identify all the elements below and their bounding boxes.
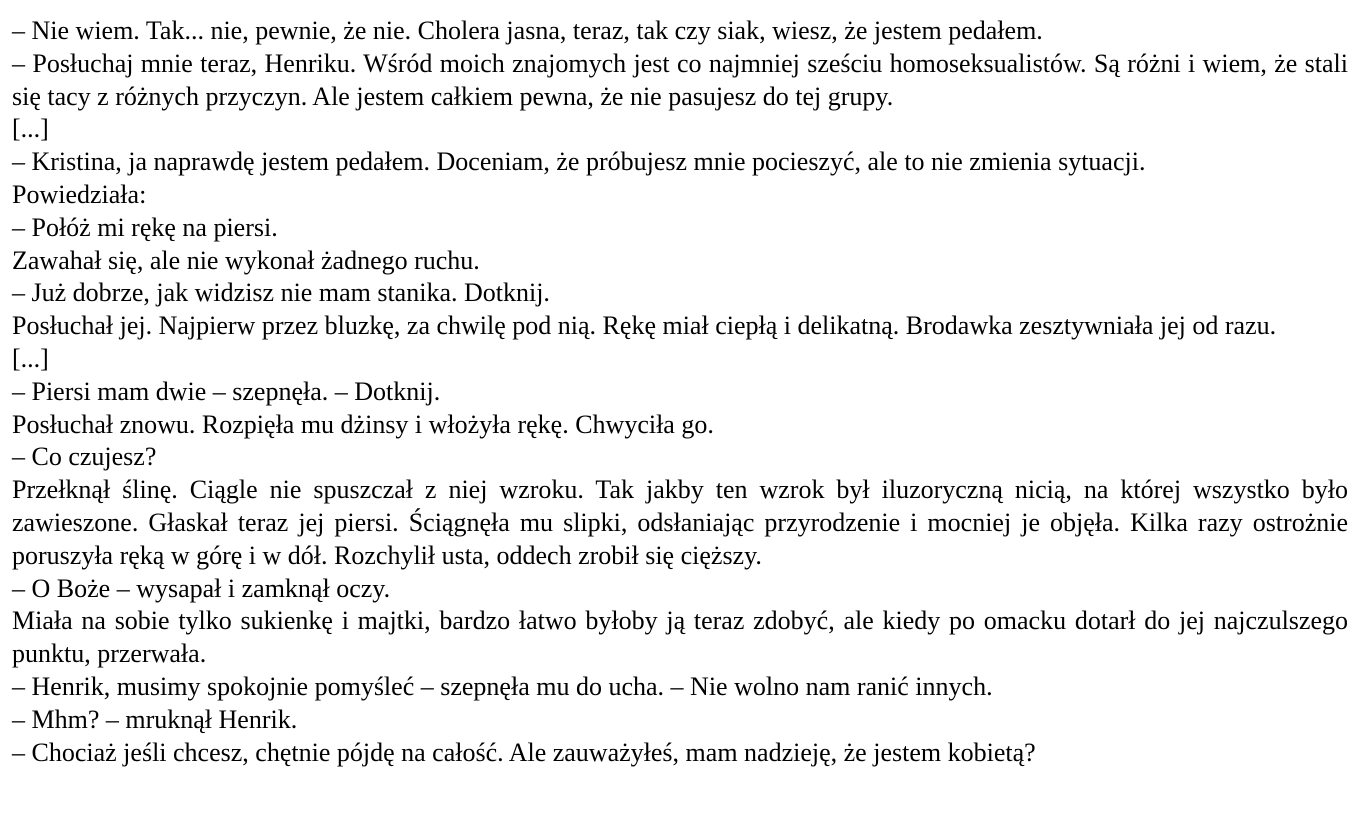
paragraph-10: Posłuchał znowu. Rozpięła mu dżinsy i włożyła rękę. Chwyciła go.	[12, 409, 714, 439]
paragraph-2: – Posłuchaj mnie teraz, Henriku. Wśród moich znajomych jest co najmniej sześciu homoseksualistów. Są różni i wiem, że stali się tacy z różnych przyczyn. Ale jestem całkiem pewna, że nie pasujesz do tej grupy.	[12, 48, 1348, 111]
paragraph-9: – Piersi mam dwie – szepnęła. – Dotknij.	[12, 376, 441, 406]
document-body	[12, 15, 1348, 769]
paragraph-1: – Nie wiem. Tak... nie, pewnie, że nie. Cholera jasna, teraz, tak czy siak, wiesz, że jestem pedałem.	[12, 16, 1043, 45]
paragraph-5: – Połóż mi rękę na piersi.	[12, 212, 278, 242]
paragraph-11: – Co czujesz?	[12, 442, 157, 472]
paragraph-13: – O Boże – wysapał i zamknął oczy.	[12, 573, 391, 603]
paragraph-7: – Już dobrze, jak widzisz nie mam stanika. Dotknij.	[12, 278, 550, 308]
ellipsis-break-1: [...]	[12, 114, 49, 144]
paragraph-16: – Mhm? – mruknął Henrik.	[12, 704, 298, 734]
paragraph-17: – Chociaż jeśli chcesz, chętnie pójdę na całość. Ale zauważyłeś, mam nadzieję, że jestem kobietą?	[12, 737, 1036, 767]
paragraph-6: Zawahał się, ale nie wykonał żadnego ruchu.	[12, 245, 480, 275]
paragraph-8: Posłuchał jej. Najpierw przez bluzkę, za chwilę pod nią. Rękę miał ciepłą i delikatną. Brodawka zesztywniała jej od razu.	[12, 311, 1277, 341]
paragraph-3: – Kristina, ja naprawdę jestem pedałem. Doceniam, że próbujesz mnie pocieszyć, ale to nie zmienia sytuacji.	[12, 147, 1146, 177]
paragraph-12: Przełknął ślinę. Ciągle nie spuszczał z niej wzroku. Tak jakby ten wzrok był iluzoryczną nicią, na której wszystko było zawieszone. Głaskał teraz jej piersi. Ściągnęła mu slipki, odsłaniając przyrodzenie i mocniej je objęła. Kilka razy ostrożnie poruszyła ręką w górę i w dół. Rozchylił usta, oddech zrobił się cięższy.	[12, 475, 1348, 570]
paragraph-15: – Henrik, musimy spokojnie pomyśleć – szepnęła mu do ucha. – Nie wolno nam ranić innych.	[12, 671, 993, 701]
ellipsis-break-2: [...]	[12, 343, 49, 373]
paragraph-14: Miała na sobie tylko sukienkę i majtki, bardzo łatwo byłoby ją teraz zdobyć, ale kiedy po omacku dotarł do jej najczulszego punktu, przerwała.	[12, 606, 1348, 669]
paragraph-4: Powiedziała:	[12, 179, 147, 209]
